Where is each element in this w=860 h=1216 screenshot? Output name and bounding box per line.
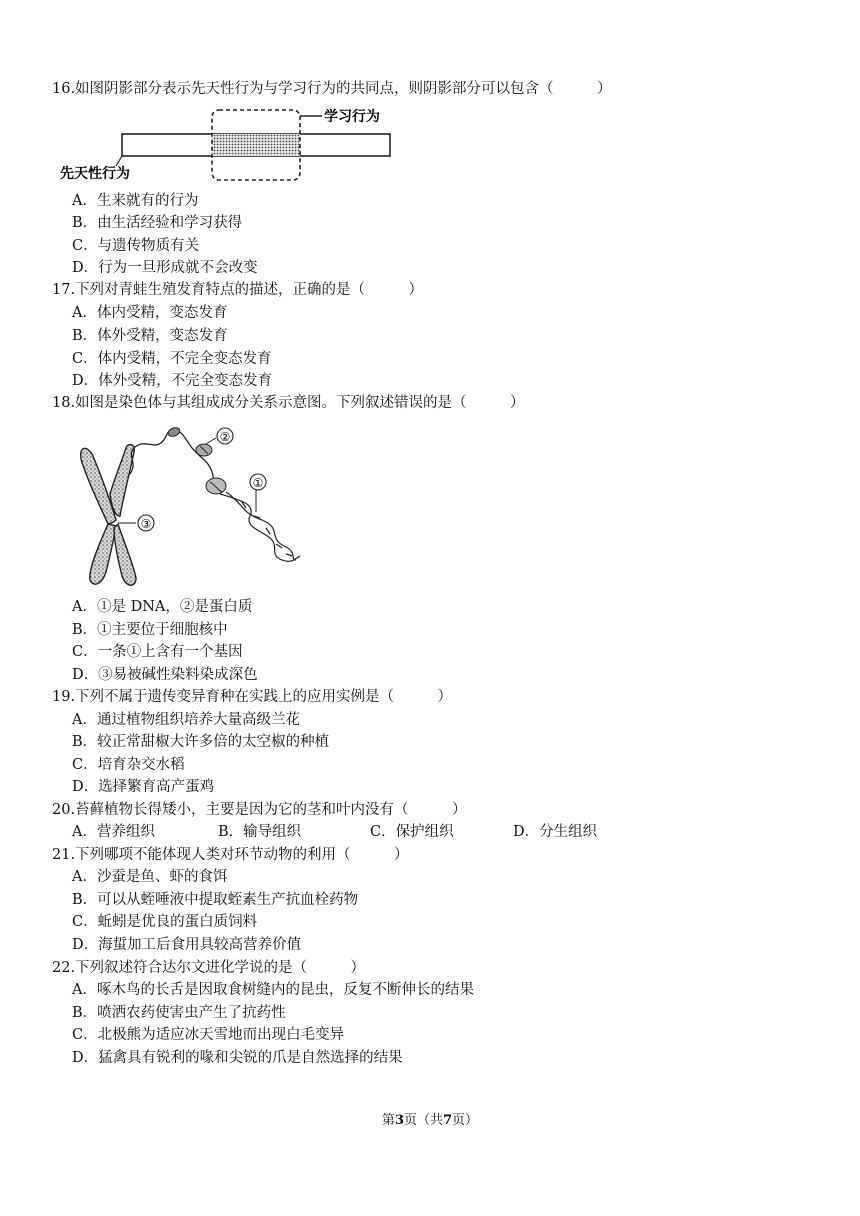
question-20-stem: 20.苔藓植物长得矮小，主要是因为它的茎和叶内没有（ ） [52,802,467,818]
question-21-option-c: C．蚯蚓是优良的蛋白质饲料 [72,914,258,930]
innate-behavior-label: 先天性行为 [60,166,130,182]
question-22-stem: 22.下列叙述符合达尔文进化学说的是（ ） [52,960,366,976]
question-16-option-d: D．行为一旦形成就不会改变 [72,260,258,276]
question-17-option-b: B．体外受精，变态发育 [72,328,228,344]
question-18-option-a: A．①是 DNA，②是蛋白质 [72,599,253,615]
label-one: ① [252,476,264,490]
question-22-option-b: B．喷洒农药使害虫产生了抗药性 [72,1005,286,1021]
question-20-option-c: C．保护组织 [370,824,454,840]
question-17-option-c: C．体内受精，不完全变态发育 [72,351,272,367]
question-20-option-a: A．营养组织 [72,824,155,840]
question-19-option-c: C．培育杂交水稻 [72,757,185,773]
question-21-option-a: A．沙蚕是鱼、虾的食饵 [72,869,228,885]
double-helix [220,492,300,561]
question-20-option-d: D．分生组织 [513,824,598,840]
question-21-stem: 21.下列哪项不能体现人类对环节动物的利用（ ） [52,847,409,863]
question-22-option-d: D．猛禽具有锐利的喙和尖锐的爪是自然选择的结果 [72,1050,403,1066]
question-20-option-b: B．输导组织 [218,824,302,840]
question-18-stem: 18.如图是染色体与其组成成分关系示意图。下列叙述错误的是（ ） [52,395,525,411]
question-18-option-d: D．③易被碱性染料染成深色 [72,667,258,683]
question-17-stem: 17.下列对青蛙生殖发育特点的描述，正确的是（ ） [52,282,424,298]
footer-middle: 页（共 [403,1113,443,1128]
page-footer [0,1112,860,1130]
chromosome-figure [70,420,310,590]
question-21-option-d: D．海蜇加工后食用具较高营养价值 [72,937,302,953]
footer-page-number: 3 [394,1113,404,1128]
label-two: ② [219,430,231,444]
dna-thread [128,430,214,492]
footer-prefix: 第 [381,1113,395,1128]
question-17-option-d: D．体外受精，不完全变态发育 [72,373,273,389]
question-22-option-a: A．啄木鸟的长舌是因取食树缝内的昆虫，反复不断伸长的结果 [72,982,474,998]
learned-behavior-label: 学习行为 [324,109,380,125]
question-21-option-b: B．可以从蛭唾液中提取蛭素生产抗血栓药物 [72,892,359,908]
footer-total-pages: 7 [443,1113,453,1128]
label-three: ③ [140,517,152,531]
question-19-stem: 19.下列不属于遗传变异育种在实践上的应用实例是（ ） [52,689,453,705]
behavior-overlap-figure [60,104,400,184]
question-16-option-c: C．与遗传物质有关 [72,238,200,254]
question-16-stem: 16.如图阴影部分表示先天性行为与学习行为的共同点，则阴影部分可以包含（ ） [52,81,612,97]
question-18-option-b: B．①主要位于细胞核中 [72,622,228,638]
question-19-option-a: A．通过植物组织培养大量高级兰花 [72,712,300,728]
question-18-option-c: C．一条①上含有一个基因 [72,644,243,660]
question-19-option-b: B．较正常甜椒大许多倍的太空椒的种植 [72,734,330,750]
overlap-shaded-region [212,134,300,156]
question-22-option-c: C．北极熊为适应冰天雪地而出现白毛变异 [72,1027,345,1043]
footer-suffix: 页） [452,1113,479,1128]
chromosome-shape [81,445,136,586]
question-16-option-a: A．生来就有的行为 [72,193,199,209]
question-17-option-a: A．体内受精，变态发育 [72,305,228,321]
question-19-option-d: D．选择繁育高产蛋鸡 [72,779,215,795]
question-16-option-b: B．由生活经验和学习获得 [72,215,243,231]
